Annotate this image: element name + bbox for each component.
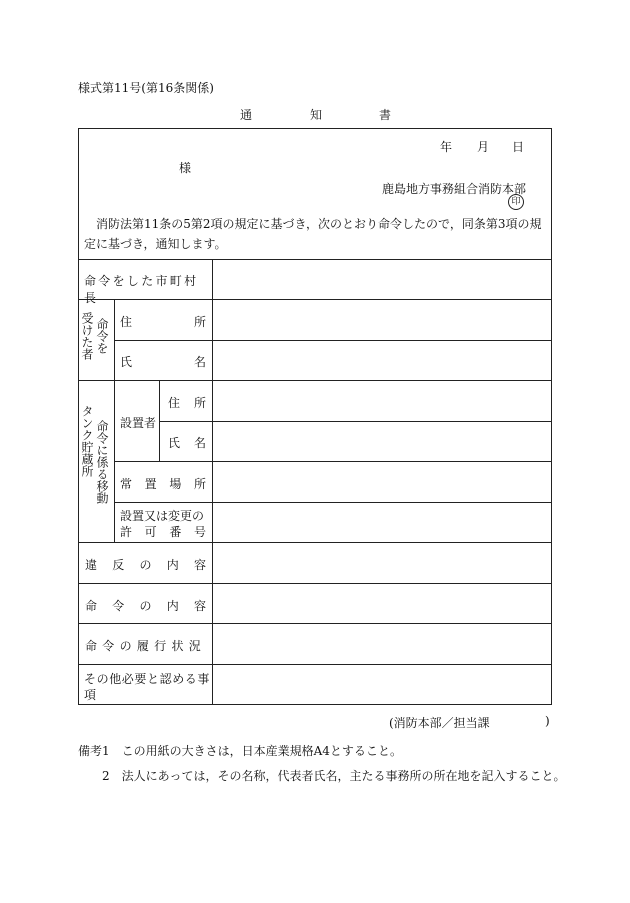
violation-char-3: の — [139, 558, 152, 572]
violation-char-5: 容 — [193, 558, 206, 572]
order-char-1: 命 — [85, 599, 98, 613]
mayor-label-text: 命令をした市町村長 — [84, 274, 199, 305]
permit-char-1: 許 — [120, 525, 133, 539]
row-divider — [114, 461, 552, 462]
title-char-2: 知 — [310, 108, 323, 122]
order-char-2: 令 — [112, 599, 125, 613]
address-char-1: 住 — [120, 315, 133, 329]
violation-char-2: 反 — [112, 558, 125, 572]
mayor-label — [84, 272, 206, 306]
name-char-1: 氏 — [120, 355, 133, 369]
other-label-line1: その他必要と認める事 — [84, 672, 211, 686]
permit-label-line2 — [120, 523, 206, 540]
row-divider — [114, 340, 552, 341]
violation-char-1: 違 — [85, 558, 98, 572]
location-char-4: 所 — [193, 477, 206, 491]
order-char-4: 内 — [166, 599, 179, 613]
remark-1: 備考1 この用紙の大きさは，日本産業規格A4とすること。 — [78, 744, 402, 758]
violation-char-4: 内 — [166, 558, 179, 572]
location-label — [120, 475, 206, 492]
department-close-paren: ) — [545, 714, 550, 728]
permit-label-line1: 設置又は変更の — [120, 509, 205, 523]
row-divider — [78, 623, 552, 624]
installer-label: 設置者 — [120, 416, 157, 430]
installer-address-char-1: 住 — [168, 396, 181, 410]
remark-2: 2 法人にあっては，その名称，代表者氏名，主たる事務所の所在地を記入すること。 — [102, 769, 566, 783]
tank-group-inner-label: 命令に係る移動 — [95, 420, 109, 504]
recipient-group-outer-label: 受けた者 — [80, 312, 94, 360]
issuer-name: 鹿島地方事務組合消防本部 — [382, 182, 527, 196]
column-divider — [159, 380, 160, 461]
installer-address-label — [168, 394, 206, 411]
recipient-group-inner-label: 命令を — [95, 318, 109, 354]
date-day-label: 日 — [512, 140, 525, 154]
permit-char-3: 番 — [169, 525, 182, 539]
installer-name-label — [168, 434, 206, 451]
row-divider — [159, 421, 552, 422]
row-divider — [78, 542, 552, 543]
row-divider — [114, 502, 552, 503]
date-month-label: 月 — [477, 140, 490, 154]
column-divider — [114, 299, 115, 542]
installer-address-char-2: 所 — [193, 396, 206, 410]
tank-group-outer-label: タンク貯蔵所 — [80, 405, 94, 477]
form-number: 様式第11号(第16条関係) — [78, 81, 214, 95]
compliance-status-label: 命令の履行状況 — [85, 639, 207, 653]
location-char-1: 常 — [120, 477, 133, 491]
column-divider — [212, 259, 213, 705]
location-char-2: 置 — [144, 477, 157, 491]
row-divider — [78, 259, 552, 260]
row-divider — [78, 583, 552, 584]
violation-label — [85, 556, 206, 573]
seal-mark: 印 — [508, 194, 524, 210]
date-year-label: 年 — [440, 140, 453, 154]
row-divider — [78, 664, 552, 665]
recipient-address-label — [120, 313, 206, 330]
order-content-label — [85, 597, 206, 614]
installer-name-char-1: 氏 — [168, 436, 181, 450]
other-label-line2: 項 — [84, 688, 97, 702]
addressee-suffix: 様 — [179, 161, 192, 175]
department-label: (消防本部／担当課 — [389, 716, 490, 730]
location-char-3: 場 — [169, 477, 182, 491]
installer-name-char-2: 名 — [193, 436, 206, 450]
permit-char-2: 可 — [144, 525, 157, 539]
recipient-name-label — [120, 353, 206, 370]
notice-body-text: 消防法第11条の5第2項の規定に基づき，次のとおり命令したので，同条第3項の規定に基づき，通知します。 — [84, 217, 542, 251]
title-char-1: 通 — [240, 108, 253, 122]
title-char-3: 書 — [379, 108, 392, 122]
permit-char-4: 号 — [193, 525, 206, 539]
order-char-3: の — [139, 599, 152, 613]
address-char-2: 所 — [193, 315, 206, 329]
order-char-5: 容 — [193, 599, 206, 613]
row-divider — [78, 380, 552, 381]
name-char-2: 名 — [193, 355, 206, 369]
